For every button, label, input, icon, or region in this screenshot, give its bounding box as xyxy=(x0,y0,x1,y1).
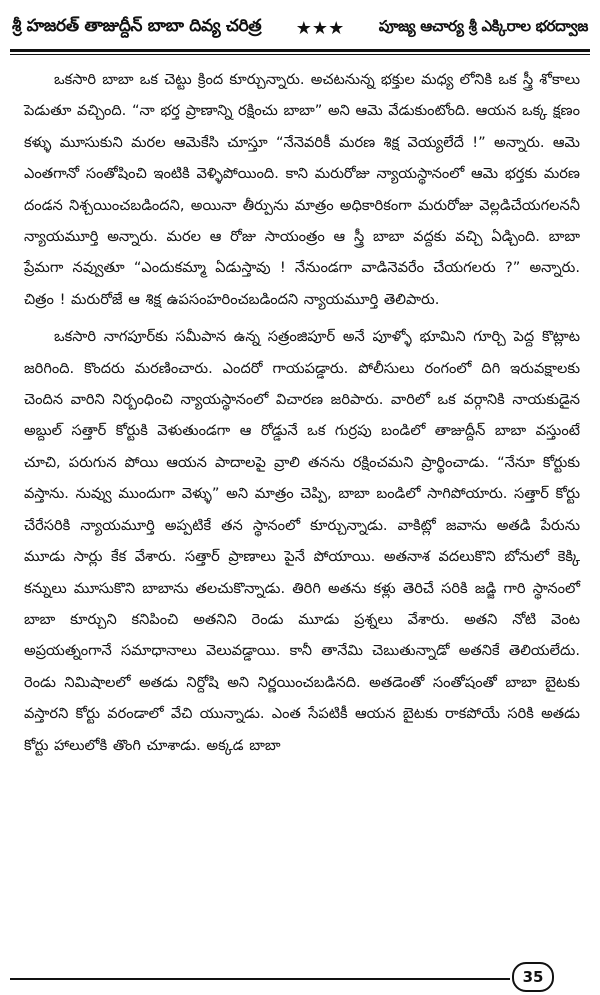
header-rule-thin xyxy=(10,54,590,55)
author-name: పూజ్య ఆచార్య శ్రీ ఎక్కిరాల భరద్వాజ xyxy=(378,17,588,35)
star-ornament-icon: ★★★ xyxy=(295,17,345,39)
paragraph: ఒకసారి బాబా ఒక చెట్టు క్రింద కూర్చున్నారు. అచటనున్న భక్తుల మధ్య లోనికి ఒక స్త్రీ శోకాలు పెడుతూ వచ్చింది. “నా భర్త ప్రాణాన్ని రక్షించు బాబా” అని ఆమె వేడుకుంటోంది. ఆయన ఒక్క క్షణం కళ్ళు మూసుకుని మరల ఆమెకేసి చూస్తూ “నేనెవరికీ మరణ శిక్ష వెయ్యలేదే !” అన్నారు. ఆమె ఎంతగానో సంతోషించి ఇంటికి వెళ్ళిపోయింది. కాని మరురోజు న్యాయస్థానంలో ఆమె భర్తకు మరణ దండన నిశ్చయించబడిందని, అయినా తీర్పును మాత్రం అధికారికంగా మరురోజు వెల్లడిచేయగలననీ న్యాయమూర్తి అన్నారు. మరల ఆ రోజు సాయంత్రం ఆ స్త్రీ బాబా వద్దకు వచ్చి ఏడ్చింది. బాబా ప్రేమగా నవ్వుతూ “ఎందుకమ్మా ఏడుస్తావు ! నేనుండగా వాడినెవరేం చేయగలరు ?” అన్నారు. చిత్రం ! మరురోజే ఆ శిక్ష ఉపసంహరించబడిందని న్యాయమూర్తి తెలిపారు. xyxy=(24,71,580,308)
header-rule xyxy=(10,49,590,52)
book-title: శ్రీ హజరత్ తాజుద్దీన్ బాబా దివ్య చరిత్ర xyxy=(12,16,262,36)
page-number: 35 xyxy=(512,962,554,992)
paragraph: ఒకసారి నాగపూర్‌కు సమీపాన ఉన్న సత్రంజిపూర్ అనే పూళ్ళో భూమిని గూర్చి పెద్ద కొట్లాట జరిగింది. కొందరు మరణించారు. ఎందరో గాయపడ్డారు. పోలీసులు రంగంలో దిగి ఇరువక్షాలకు చెందిన వారిని నిర్బంధించి న్యాయస్థానంలో విచారణ జరిపారు. వారిలో ఒక వర్గానికి నాయకుడైన అబ్దుల్ సత్తార్ కోర్టుకి వెళుతుండగా ఆ రోడ్డునే ఒక గుర్రపు బండిలో తాజుద్దీన్ బాబా వస్తుంటే చూచి, పరుగున పోయి ఆయన పాదాలపై వ్రాలి తనను రక్షించమని ప్రార్థించాడు. “నేనూ కోర్టుకు వస్తాను. నువ్వు ముందుగా వెళ్ళు” అని మాత్రం చెప్పి, బాబా బండిలో సాగిపోయారు. సత్తార్ కోర్టు చేరేసరికి న్యాయమూర్తి అప్పటికే తన స్థానంలో కూర్చున్నాడు. వాకిట్లో జవాను అతడి పేరును మూడు సార్లు కేక వేశారు. సత్తార్ ప్రాణాలు పైనే పోయాయి. అతనాశ వదలుకొని బోనులో కెక్కి కన్నులు మూసుకొని బాబాను తలచుకొన్నాడు. తిరిగి అతను కళ్లు తెరిచే సరికి జడ్జి గారి స్థానంలో బాబా కూర్చుని కనిపించి అతనిని రెండు మూడు ప్రశ్నలు వేశారు. అతని నోటి వెంట అప్రయత్నంగానే సమాధానాలు వెలువడ్డాయి. కానీ తానేమి చెబుతున్నాడో అతనికే తెలియలేదు. రెండు నిమిషాలలో అతడు నిర్దోషి అని నిర్ణయించబడినది. అతడెంతో సంతోషంతో బాబా బైటకు వస్తారని కోర్టు వరండాలో వేచి యున్నాడు. ఎంత సేపటికీ ఆయన బైటకు రాకపోయే సరికి అతడు కోర్టు హాలులోకి తొంగి చూశాడు. అక్కడ బాబా xyxy=(24,328,580,754)
body-text xyxy=(24,64,580,767)
running-header xyxy=(12,8,588,48)
footer-rule xyxy=(10,978,510,980)
